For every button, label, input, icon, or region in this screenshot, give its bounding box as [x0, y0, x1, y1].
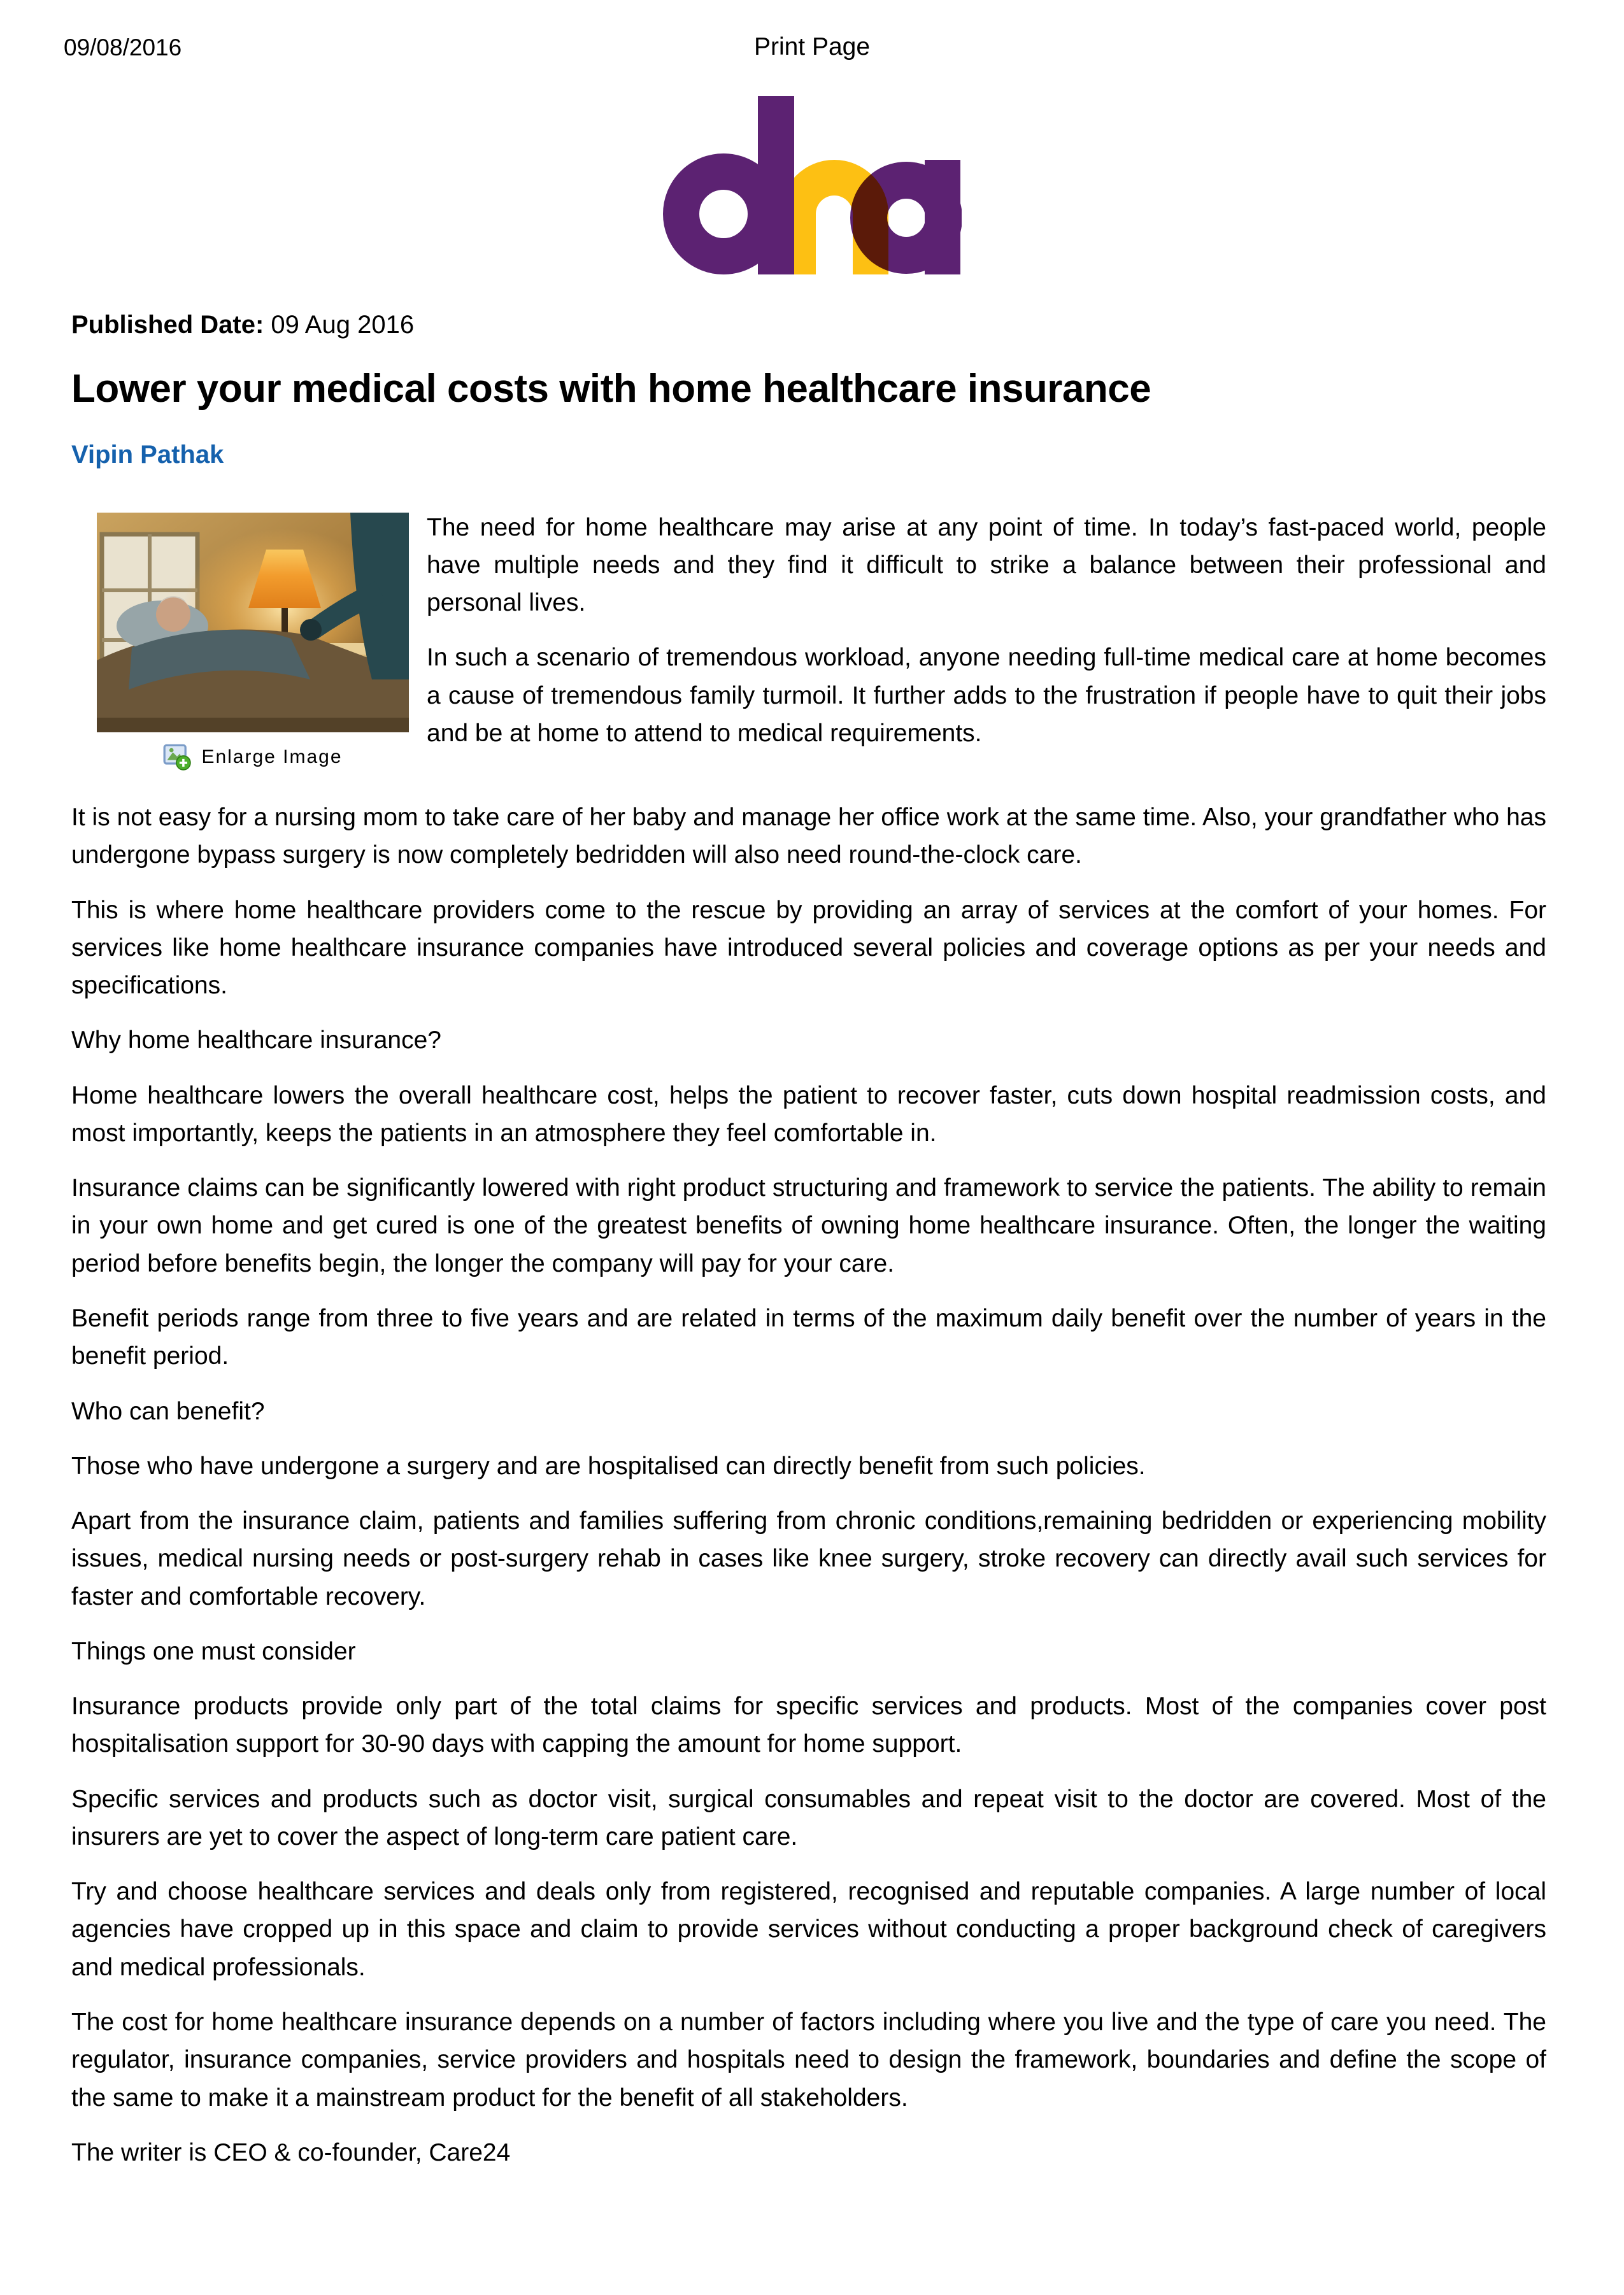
- published-label: Published Date:: [71, 311, 264, 339]
- paragraph: Benefit periods range from three to five years and are related in terms of the maximum daily benefit over the number of years in the benefit period.: [71, 1305, 1546, 1370]
- paragraph: Insurance products provide only part of the total claims for specific services and products. Most of the companies cover post hospitalisation support for 30-90 days with capping the amount for home support.: [71, 1693, 1546, 1758]
- enlarge-image-link[interactable]: [97, 742, 409, 772]
- section-heading: Things one must consider: [71, 1637, 356, 1665]
- article-headline: Lower your medical costs with home healthcare insurance: [71, 367, 1151, 411]
- header-date: 09/08/2016: [64, 34, 182, 60]
- paragraph: Try and choose healthcare services and deals only from registered, recognised and reputable companies. A large number of local agencies have cropped up in this space and claim to provide services without conducting a proper background check of caregivers and medical professionals.: [71, 1878, 1546, 1981]
- paragraph: This is where home healthcare providers come to the rescue by providing an array of services at the comfort of your homes. For services like home healthcare insurance companies have introduced several policies and coverage options as per your needs and specifications.: [71, 896, 1546, 1000]
- body-paragraphs: [71, 781, 1546, 2171]
- paragraph: Specific services and products such as doctor visit, surgical consumables and repeat visit to the doctor are covered. Most of the insurers are yet to cover the aspect of long-term care patient care.: [71, 1785, 1546, 1851]
- author-byline: Vipin Pathak: [71, 440, 224, 469]
- page-header: [0, 0, 1624, 67]
- article-content: [0, 309, 1624, 2210]
- published-date-line: [71, 309, 1546, 340]
- article-body: [71, 509, 1546, 2172]
- paragraph: In such a scenario of tremendous workload, anyone needing full-time medical care at home becomes a cause of tremendous family turmoil. It further adds to the frustration if people have to quit their jobs and be at home to attend to medical requirements.: [427, 644, 1546, 747]
- paragraph: Those who have undergone a surgery and are hospitalised can directly benefit from such policies.: [71, 1452, 1146, 1480]
- paragraph: It is not easy for a nursing mom to take care of her baby and manage her office work at the same time. Also, your grandfather who has undergone bypass surgery is now completely bedridden will also need round-the-clock care.: [71, 804, 1546, 869]
- paragraph: Insurance claims can be significantly lowered with right product structuring and framework to service the patients. The ability to remain in your own home and get cured is one of the greatest benefits of owning home healthcare insurance. Often, the longer the waiting period before benefits begin, the longer the company will pay for your care.: [71, 1174, 1546, 1277]
- page-title: Print Page: [753, 33, 871, 60]
- published-value: 09 Aug 2016: [271, 311, 415, 339]
- logo-letter-a: [869, 160, 960, 274]
- paragraph: The writer is CEO & co-founder, Care24: [71, 2138, 511, 2166]
- dna-logo-graphic: [662, 96, 962, 274]
- paragraph: Home healthcare lowers the overall healthcare cost, helps the patient to recover faster, cuts down hospital readmission costs, and most importantly, keeps the patients in an atmosphere they feel comfortable in.: [71, 1081, 1546, 1147]
- paragraph: The need for home healthcare may arise at any point of time. In today’s fast-paced world, people have multiple needs and they find it difficult to strike a balance between their professional and personal lives.: [427, 513, 1546, 617]
- dna-logo: [0, 96, 1624, 278]
- paragraph: Apart from the insurance claim, patients and families suffering from chronic conditions,remaining bedridden or experiencing mobility issues, medical nursing needs or post-surgery rehab in cases like knee surgery, stroke recovery can directly avail such services for faster and comfortable recovery.: [71, 1507, 1546, 1610]
- section-heading: Why home healthcare insurance?: [71, 1027, 441, 1055]
- article-photo-block: [97, 513, 409, 772]
- enlarge-image-icon: [163, 742, 191, 771]
- section-heading: Who can benefit?: [71, 1397, 265, 1425]
- logo-letter-d: [681, 96, 795, 274]
- paragraph: The cost for home healthcare insurance depends on a number of factors including where you live and the type of care you need. The regulator, insurance companies, service providers and hospitals need to design the framework, boundaries and define the scope of the same to make it a mainstream product for the benefit of all stakeholders.: [71, 2008, 1546, 2112]
- article-photo: [97, 513, 409, 732]
- enlarge-image-label: Enlarge Image: [201, 746, 343, 767]
